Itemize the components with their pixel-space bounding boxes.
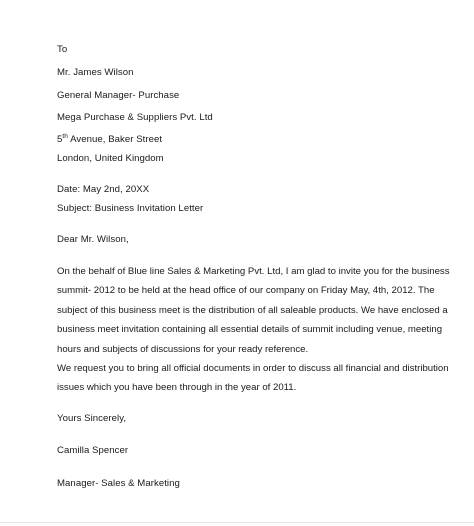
letter-body [57, 262, 450, 398]
body-line: issues which you have been through in the year of 2011. [57, 382, 297, 394]
body-line: subject of this business meet is the distribution of all saleable products. We have enclosed a [57, 304, 448, 316]
recipient-company: Mega Purchase & Suppliers Pvt. Ltd [57, 112, 213, 123]
letter-subject: Subject: Business Invitation Letter [57, 203, 204, 214]
body-line: business meet invitation containing all essential details of summit including venue, meeting [57, 324, 443, 336]
address-street: Avenue, Baker Street [67, 134, 163, 145]
body-line: On the behalf of Blue line Sales & Marketing Pvt. Ltd, I am glad to invite you for the business [57, 266, 450, 277]
recipient-address [57, 134, 162, 146]
to-label: To [57, 44, 68, 55]
body-line: hours and subjects of discussions for your ready reference. [57, 343, 309, 355]
sender-name: Camilla Spencer [57, 445, 129, 456]
body-line: summit- 2012 to be held at the head office of our company on Friday May, 4th, 2012. The [57, 285, 435, 297]
letter-date: Date: May 2nd, 20XX [57, 184, 150, 195]
page-divider [0, 522, 474, 523]
closing: Yours Sincerely, [57, 413, 127, 424]
address-ordinal-suffix: th [62, 132, 68, 140]
recipient-name: Mr. James Wilson [57, 67, 134, 78]
sender-title: Manager- Sales & Marketing [57, 478, 180, 489]
recipient-title: General Manager- Purchase [57, 90, 180, 101]
body-line: We request you to bring all official documents in order to discuss all financial and distribution [57, 362, 449, 374]
salutation: Dear Mr. Wilson, [57, 234, 129, 245]
recipient-city: London, United Kingdom [57, 153, 164, 164]
address-number: 5 [57, 134, 63, 145]
